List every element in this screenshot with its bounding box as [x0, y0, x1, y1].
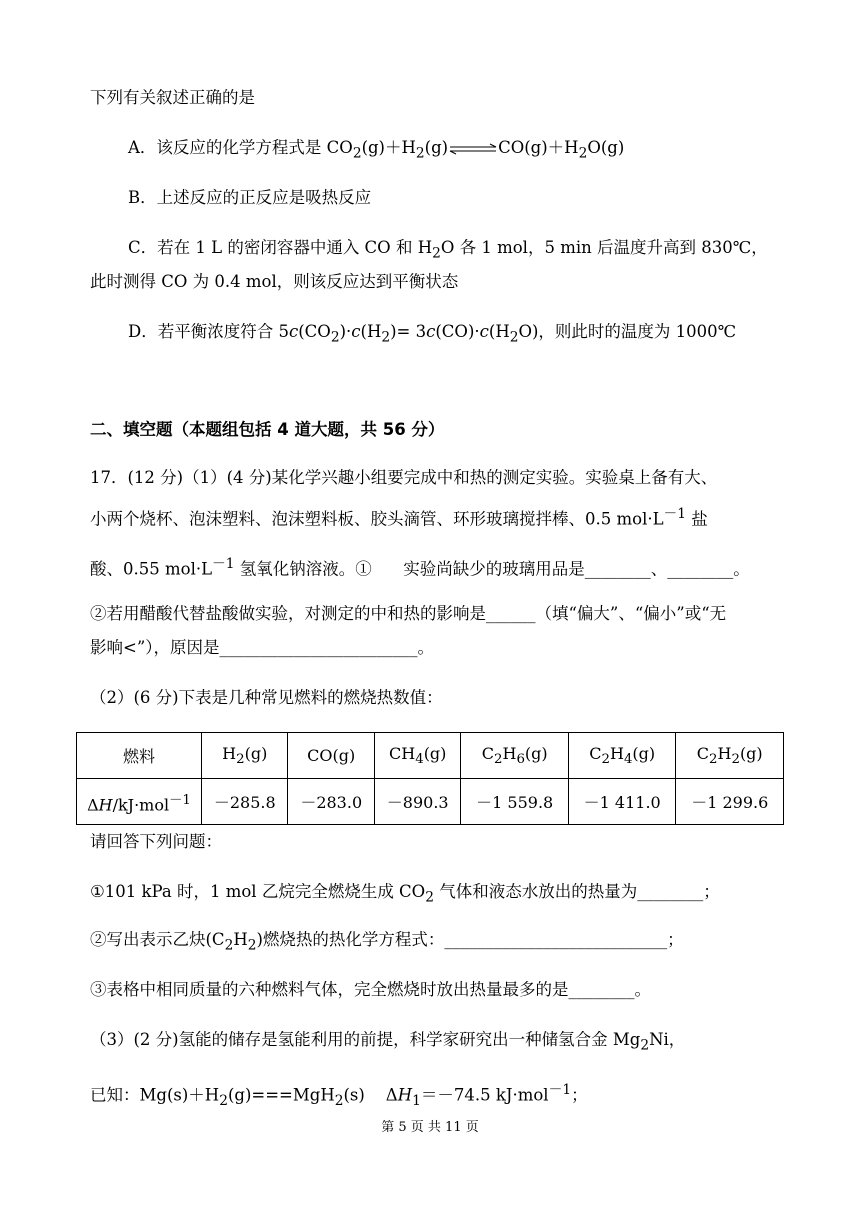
fuel-heat-table: [76, 732, 784, 825]
q17-line1: 17．(12 分)（1）(4 分)某化学兴趣小组要完成中和热的测定实验。实验桌上备有大、: [90, 468, 718, 487]
intro-text: 下列有关叙述正确的是: [90, 88, 255, 107]
option-b: B．上述反应的正反应是吸热反应: [128, 188, 372, 207]
section-title: 二、填空题（本题组包括 4 道大题，共 56 分）: [90, 420, 445, 439]
option-c-line1: C．若在 1 L 的密闭容器中通入 CO 和 $H_2O$ 各 1 mol，5 min 后温度升高到 830℃，: [128, 238, 768, 262]
q17-line2: 小两个烧杯、泡沫塑料、泡沫塑料板、胶头滴管、环形玻璃搅拌棒、0.5 $mol\cdot L^{-1}$ 盐: [90, 506, 708, 529]
table-cell: －1 411.0: [568, 779, 676, 825]
table-row-label: ΔH/kJ·mol$^{-1}$: [77, 779, 202, 825]
q17-line4: ②若用醋酸代替盐酸做实验，对测定的中和热的影响是______（填“偏大”、“偏小”或“无: [90, 604, 727, 623]
page-footer: 第 5 页 共 11 页: [381, 1120, 479, 1135]
table-header-cell: $H_2(g)$: [202, 733, 288, 779]
table-row: [77, 779, 784, 825]
after-table-line6: 已知：$Mg(s)+H_2(g)===MgH_2(s)$ $\Delta H_1=-74.5$ kJ·mol$^{-1}$；: [90, 1082, 588, 1109]
q17-line5: 影响<”），原因是________________________。: [90, 638, 435, 657]
after-table-line1: 请回答下列问题：: [90, 832, 222, 851]
after-table-line3: ②写出表示乙炔$(C_2H_2)$燃烧热的热化学方程式：___________________________；: [90, 930, 684, 954]
table-header-cell: CO(g): [288, 733, 374, 779]
option-c-line2: 此时测得 CO 为 0.4 mol，则该反应达到平衡状态: [90, 272, 459, 291]
q17-line3: 酸、0.55 $mol\cdot L^{-1}$ 氢氧化钠溶液。① 实验尚缺少的玻璃用品是________、________。: [90, 556, 750, 579]
table-cell: －1 559.8: [461, 779, 569, 825]
table-header-cell: 燃料: [77, 733, 202, 779]
equilibrium-arrow-icon: [448, 143, 498, 155]
table-header-cell: $C_2H_4(g)$: [568, 733, 676, 779]
option-a: A．该反应的化学方程式是 $CO_2(g)+H_2(g)$ $CO(g)+H_2O(g)$: [128, 138, 625, 162]
table-cell: －1 299.6: [676, 779, 784, 825]
q17-line6: （2）(6 分)下表是几种常见燃料的燃烧热数值：: [90, 688, 443, 707]
after-table-line4: ③表格中相同质量的六种燃料气体，完全燃烧时放出热量最多的是________。: [90, 980, 651, 999]
table-header-cell: $C_2H_2(g)$: [676, 733, 784, 779]
table-cell: －890.3: [374, 779, 460, 825]
table-header-cell: $C_2H_6(g)$: [461, 733, 569, 779]
table-header-cell: $CH_4(g)$: [374, 733, 460, 779]
after-table-line5: （3）(2 分)氢能的储存是氢能利用的前提，科学家研究出一种储氢合金 $Mg_2Ni$，: [90, 1030, 686, 1054]
table-cell: －285.8: [202, 779, 288, 825]
table-header-row: [77, 733, 784, 779]
option-d: D．若平衡浓度符合 $5c(CO_2)\cdot c(H_2)= 3c(CO)\cdot c(H_2O)$，则此时的温度为 1000℃: [128, 322, 737, 346]
table-cell: －283.0: [288, 779, 374, 825]
after-table-line2: ①101 kPa 时，1 mol 乙烷完全燃烧生成 $CO_2$ 气体和液态水放出的热量为________；: [90, 882, 720, 906]
